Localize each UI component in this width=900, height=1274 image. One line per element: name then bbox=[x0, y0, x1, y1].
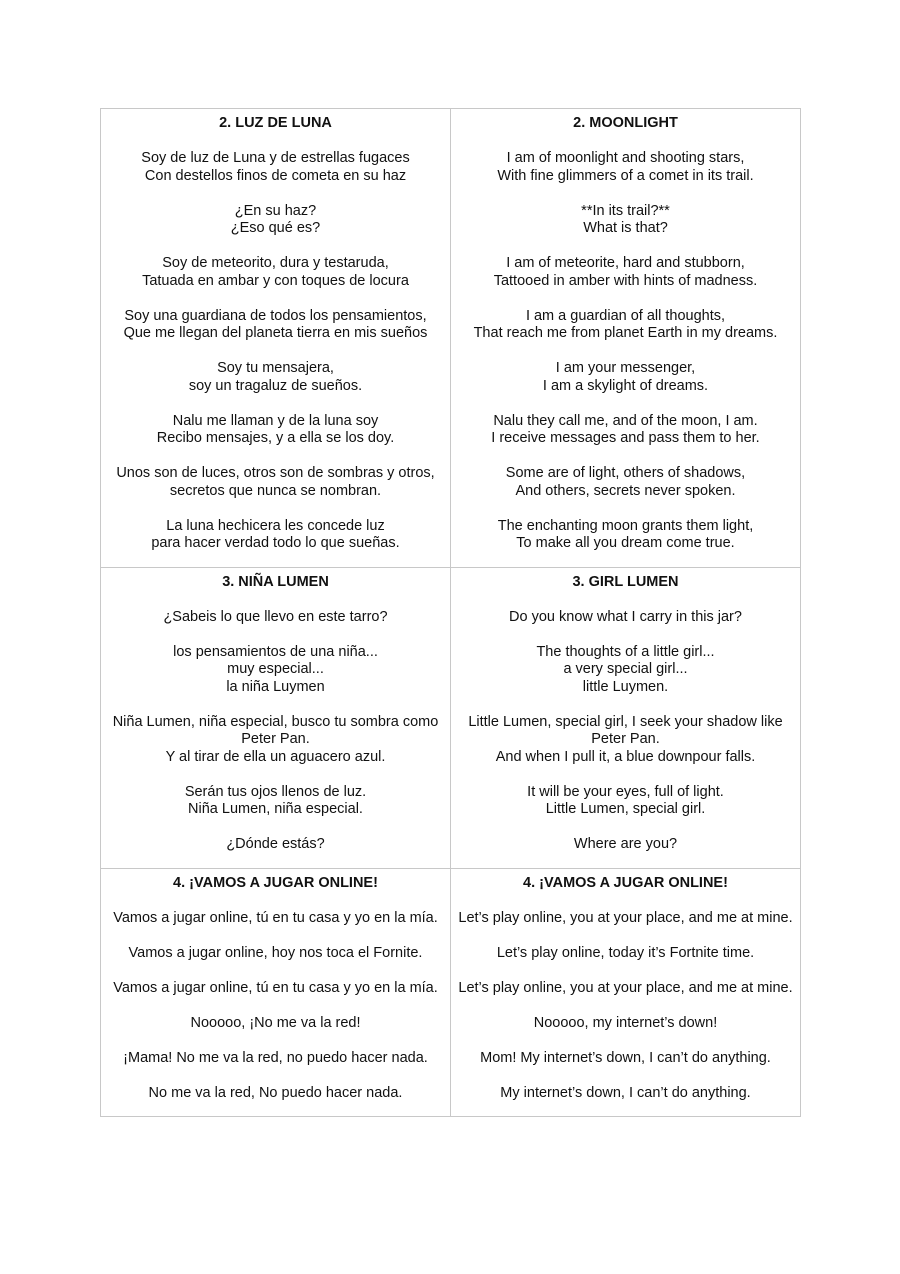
lyric-line: la niña Luymen bbox=[226, 678, 325, 695]
lyric-line: To make all you dream come true. bbox=[516, 535, 735, 551]
stanza bbox=[457, 360, 794, 395]
stanza bbox=[107, 910, 444, 928]
stanza bbox=[457, 413, 794, 448]
spanish-lyrics-cell bbox=[101, 109, 451, 568]
lyric-line: Where are you? bbox=[573, 836, 678, 852]
lyric-line: My internet’s down, I can’t do anything. bbox=[500, 1084, 751, 1101]
stanza bbox=[107, 308, 444, 343]
stanza bbox=[457, 836, 794, 854]
lyric-line: secretos que nunca se nombran. bbox=[169, 482, 382, 499]
lyric-line: I receive messages and pass them to her. bbox=[491, 430, 760, 446]
stanza bbox=[107, 360, 444, 395]
stanza bbox=[107, 836, 444, 854]
lyric-line: What is that? bbox=[583, 220, 668, 236]
lyric-line: little Luymen. bbox=[582, 678, 669, 695]
lyric-line: Niña Lumen, niña especial. bbox=[188, 801, 363, 817]
song-title: 3. NIÑA LUMEN bbox=[222, 573, 329, 590]
lyric-line: Unos son de luces, otros son de sombras y otros, bbox=[116, 465, 435, 481]
stanza bbox=[107, 945, 444, 963]
stanza bbox=[457, 644, 794, 697]
lyric-line: Nooooo, ¡No me va la red! bbox=[190, 1014, 361, 1031]
lyric-line: ¿Eso qué es? bbox=[230, 220, 321, 236]
lyric-line: Soy de luz de Luna y de estrellas fugaces bbox=[141, 150, 410, 166]
stanza bbox=[107, 150, 444, 185]
lyric-line: Do you know what I carry in this jar? bbox=[509, 608, 742, 625]
lyric-line: It will be your eyes, full of light. bbox=[527, 783, 724, 800]
lyric-line: The enchanting moon grants them light, bbox=[497, 517, 754, 534]
stanza bbox=[457, 203, 794, 238]
english-lyrics-cell bbox=[451, 567, 801, 868]
lyric-line: Y al tirar de ella un aguacero azul. bbox=[165, 748, 386, 765]
stanza bbox=[457, 150, 794, 185]
lyric-line: The thoughts of a little girl... bbox=[536, 643, 715, 660]
lyric-line: Let’s play online, you at your place, and me at mine. bbox=[458, 979, 793, 996]
stanza bbox=[107, 518, 444, 553]
lyric-line: I am a skylight of dreams. bbox=[542, 377, 709, 394]
lyric-line: I am your messenger, bbox=[555, 360, 696, 376]
lyric-line: Let’s play online, today it’s Fortnite time. bbox=[496, 944, 755, 961]
lyric-line: Recibo mensajes, y a ella se los doy. bbox=[156, 430, 395, 446]
lyric-line: Nooooo, my internet’s down! bbox=[533, 1014, 718, 1031]
song-title: 2. LUZ DE LUNA bbox=[219, 115, 332, 131]
lyric-line: Soy una guardiana de todos los pensamientos, bbox=[124, 307, 427, 324]
stanza bbox=[457, 308, 794, 343]
lyric-line: a very special girl... bbox=[563, 661, 688, 677]
lyric-line: Vamos a jugar online, hoy nos toca el Fornite. bbox=[128, 944, 423, 961]
lyric-line: Little Lumen, special girl, I seek your shadow like Peter Pan. bbox=[468, 713, 783, 747]
stanza bbox=[457, 255, 794, 290]
stanza bbox=[457, 980, 794, 998]
lyric-line: Vamos a jugar online, tú en tu casa y yo en la mía. bbox=[113, 979, 438, 996]
english-lyrics-cell bbox=[451, 109, 801, 568]
lyric-line: Niña Lumen, niña especial, busco tu sombra como Peter Pan. bbox=[112, 713, 439, 747]
spanish-lyrics-cell bbox=[101, 868, 451, 1117]
stanza bbox=[457, 1085, 794, 1103]
lyric-line: I am of meteorite, hard and stubborn, bbox=[506, 255, 745, 271]
lyric-line: los pensamientos de una niña... bbox=[173, 643, 378, 660]
stanza bbox=[457, 1015, 794, 1033]
stanza bbox=[457, 945, 794, 963]
stanza bbox=[457, 465, 794, 500]
lyric-line: Soy de meteorito, dura y testaruda, bbox=[162, 255, 389, 271]
song-title: 3. GIRL LUMEN bbox=[572, 573, 679, 590]
stanza bbox=[107, 465, 444, 500]
song-title: 4. ¡VAMOS A JUGAR ONLINE! bbox=[173, 874, 378, 891]
stanza bbox=[457, 714, 794, 767]
stanza bbox=[457, 609, 794, 627]
lyric-line: Tatuada en ambar y con toques de locura bbox=[142, 272, 409, 289]
stanza bbox=[107, 413, 444, 448]
song-row bbox=[101, 567, 801, 868]
stanza bbox=[107, 784, 444, 819]
stanza bbox=[107, 255, 444, 290]
lyric-line: Mom! My internet’s down, I can’t do anything. bbox=[480, 1049, 771, 1066]
lyrics-table bbox=[100, 108, 801, 1117]
lyric-line: I am a guardian of all thoughts, bbox=[525, 307, 726, 324]
stanza bbox=[457, 518, 794, 553]
lyric-line: Nalu me llaman y de la luna soy bbox=[172, 412, 379, 429]
stanza bbox=[107, 609, 444, 627]
lyric-line: Soy tu mensajera, bbox=[217, 360, 334, 376]
stanza bbox=[107, 1085, 444, 1103]
lyric-line: And others, secrets never spoken. bbox=[515, 482, 736, 499]
lyric-line: That reach me from planet Earth in my dreams. bbox=[473, 325, 778, 341]
stanza bbox=[107, 1015, 444, 1033]
stanza bbox=[107, 644, 444, 697]
lyric-line: soy un tragaluz de sueños. bbox=[188, 377, 363, 394]
lyric-line: Nalu they call me, and of the moon, I am. bbox=[493, 412, 758, 429]
spanish-lyrics-cell bbox=[101, 567, 451, 868]
song-row bbox=[101, 868, 801, 1117]
lyric-line: ¡Mama! No me va la red, no puedo hacer nada. bbox=[123, 1049, 428, 1066]
lyric-line: para hacer verdad todo lo que sueñas. bbox=[151, 535, 400, 551]
lyric-line: Tattooed in amber with hints of madness. bbox=[493, 272, 758, 289]
lyric-line: ¿Sabeis lo que llevo en este tarro? bbox=[163, 608, 388, 625]
lyric-line: Some are of light, others of shadows, bbox=[505, 465, 746, 481]
stanza bbox=[107, 1050, 444, 1068]
lyric-line: **In its trail?** bbox=[581, 202, 670, 219]
lyric-line: Little Lumen, special girl. bbox=[545, 801, 706, 817]
lyric-line: Que me llegan del planeta tierra en mis sueños bbox=[123, 325, 428, 341]
stanza bbox=[107, 714, 444, 767]
song-title: 4. ¡VAMOS A JUGAR ONLINE! bbox=[523, 874, 728, 891]
lyric-line: No me va la red, No puedo hacer nada. bbox=[148, 1084, 403, 1101]
lyric-line: Con destellos finos de cometa en su haz bbox=[144, 167, 407, 184]
stanza bbox=[107, 980, 444, 998]
lyric-line: Let’s play online, you at your place, and me at mine. bbox=[458, 909, 793, 926]
stanza bbox=[457, 784, 794, 819]
lyric-line: Serán tus ojos llenos de luz. bbox=[184, 783, 367, 800]
lyric-line: Vamos a jugar online, tú en tu casa y yo en la mía. bbox=[113, 909, 438, 926]
song-row bbox=[101, 109, 801, 568]
stanza bbox=[107, 203, 444, 238]
lyrics-table-body bbox=[101, 109, 801, 1117]
stanza bbox=[457, 1050, 794, 1068]
english-lyrics-cell bbox=[451, 868, 801, 1117]
lyric-line: ¿En su haz? bbox=[234, 202, 317, 219]
lyric-line: ¿Dónde estás? bbox=[226, 836, 325, 852]
song-title: 2. MOONLIGHT bbox=[573, 115, 678, 131]
stanza bbox=[457, 910, 794, 928]
lyric-line: I am of moonlight and shooting stars, bbox=[506, 150, 745, 166]
lyric-line: muy especial... bbox=[227, 661, 324, 677]
lyric-line: With fine glimmers of a comet in its trail. bbox=[497, 167, 754, 184]
lyric-line: La luna hechicera les concede luz bbox=[166, 517, 385, 534]
lyric-line: And when I pull it, a blue downpour falls. bbox=[495, 748, 756, 765]
